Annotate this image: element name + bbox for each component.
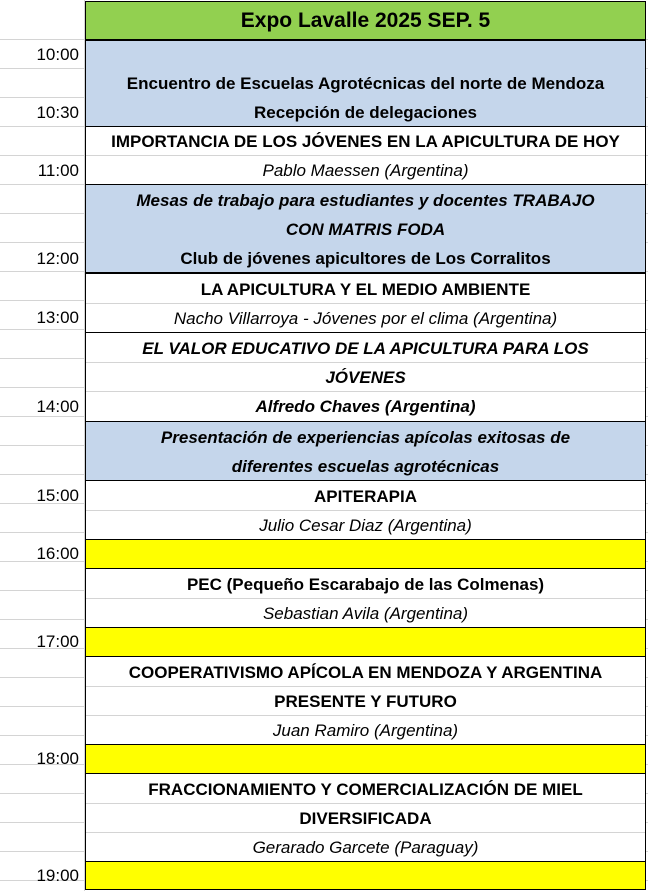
time-label: 17:00 [36, 632, 79, 651]
session-title: CON MATRIS FODA [285, 220, 446, 239]
session-title: Encuentro de Escuelas Agrotécnicas del norte de Mendoza [126, 74, 605, 93]
time-label: 16:00 [36, 544, 79, 563]
time-label: 10:00 [36, 45, 79, 64]
session-speaker: Sebastian Avila (Argentina) [262, 604, 469, 623]
time-label: 13:00 [36, 308, 79, 327]
session-block [85, 656, 646, 745]
session-block [85, 126, 646, 185]
session-title: DIVERSIFICADA [299, 809, 432, 828]
session-block [85, 421, 646, 481]
break-block [85, 627, 646, 657]
session-block [85, 332, 646, 422]
session-title: APITERAPIA [314, 487, 417, 506]
time-label: 15:00 [36, 486, 79, 505]
session-title: JÓVENES [325, 368, 406, 387]
session-block [85, 40, 646, 127]
break-block [85, 744, 646, 774]
session-title: FRACCIONAMIENTO Y COMERCIALIZACIÓN DE MIEL [148, 780, 583, 799]
session-block [85, 184, 646, 273]
session-speaker: Juan Ramiro (Argentina) [272, 721, 459, 740]
session-title: EL VALOR EDUCATIVO DE LA APICULTURA PARA LOS [142, 339, 589, 358]
session-title: LA APICULTURA Y EL MEDIO AMBIENTE [200, 280, 531, 299]
session-speaker: Pablo Maessen (Argentina) [262, 161, 469, 180]
time-label: 18:00 [36, 749, 79, 768]
session-block [85, 273, 646, 333]
session-speaker: Julio Cesar Diaz (Argentina) [259, 516, 472, 535]
time-label: 19:00 [36, 866, 79, 885]
session-title: COOPERATIVISMO APÍCOLA EN MENDOZA Y ARGENTINA [128, 663, 603, 682]
session-title: IMPORTANCIA DE LOS JÓVENES EN LA APICULTURA DE HOY [111, 132, 620, 151]
page-title: Expo Lavalle 2025 SEP. 5 [240, 9, 491, 32]
session-title: PEC (Pequeño Escarabajo de las Colmenas) [186, 575, 545, 594]
session-speaker: Alfredo Chaves (Argentina) [255, 397, 476, 416]
session-block [85, 773, 646, 862]
time-label: 14:00 [36, 397, 79, 416]
session-title: diferentes escuelas agrotécnicas [231, 457, 500, 476]
break-block [85, 539, 646, 569]
time-label: 11:00 [37, 161, 79, 180]
session-title: PRESENTE Y FUTURO [274, 692, 457, 711]
session-speaker: Nacho Villarroya - Jóvenes por el clima (Argentina) [173, 309, 558, 328]
page-title-cell [85, 1, 646, 40]
session-speaker: Gerarado Garcete (Paraguay) [252, 838, 479, 857]
session-title: Presentación de experiencias apícolas exitosas de [160, 428, 571, 447]
session-subtitle: Club de jóvenes apicultores de Los Corralitos [180, 249, 551, 268]
session-subtitle: Recepción de delegaciones [254, 103, 477, 122]
session-title: Mesas de trabajo para estudiantes y docentes TRABAJO [136, 191, 595, 210]
time-label: 12:00 [36, 249, 79, 268]
break-block [85, 861, 646, 890]
time-label: 10:30 [36, 103, 79, 122]
session-block [85, 568, 646, 628]
session-block [85, 480, 646, 540]
